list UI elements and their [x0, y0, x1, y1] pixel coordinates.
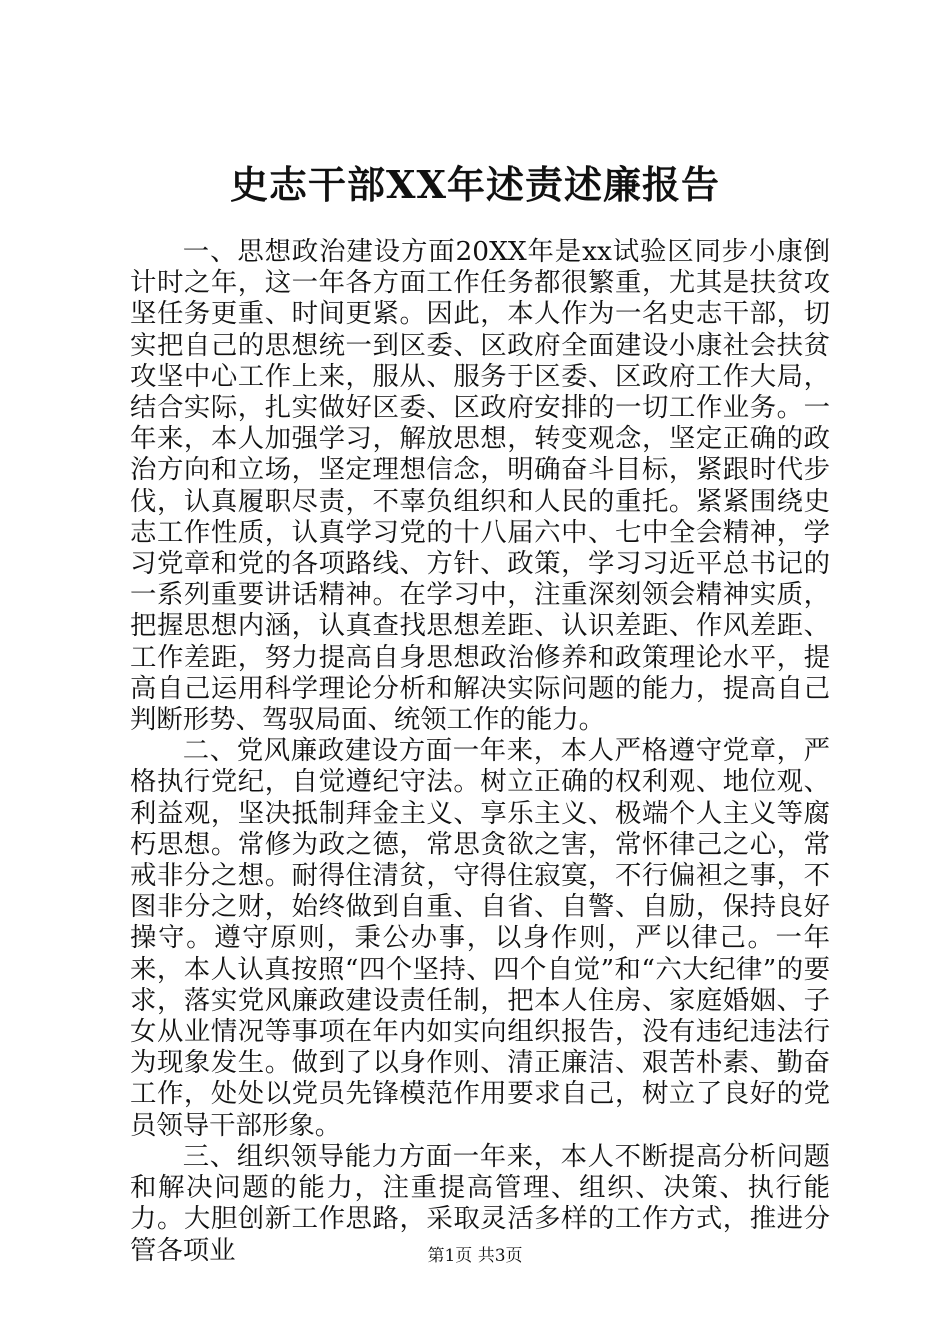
paragraph-integrity: 二、党风廉政建设方面一年来，本人严格遵守党章，严格执行党纪，自觉遵纪守法。树立正确的权利观、地位观、利益观，坚决抵制拜金主义、享乐主义、极端个人主义等腐朽思想。常修为政之德，常思贪欲之害，常怀律己之心，常戒非分之想。耐得住清贫，守得住寂寞，不行偏袒之事，不图非分之财，始终做到自重、自省、自警、自励，保持良好操守。遵守原则，秉公办事，以身作则，严以律己。一年来，本人认真按照“四个坚持、四个自觉”和“六大纪律”的要求，落实党风廉政建设责任制，把本人住房、家庭婚姻、子女从业情况等事项在年内如实向组织报告，没有违纪违法行为现象发生。做到了以身作则、清正廉洁、艰苦朴素、勤奋工作，处处以党员先锋模范作用要求自己，树立了良好的党员领导干部形象。 — [130, 735, 830, 1141]
page-footer: 第1页 共3页 — [427, 1246, 523, 1266]
paragraph-ideology: 一、思想政治建设方面20XX年是xx试验区同步小康倒计时之年，这一年各方面工作任务都很繁重，尤其是扶贫攻坚任务更重、时间更紧。因此，本人作为一名史志干部，切实把自己的思想统一到区委、区政府全面建设小康社会扶贫攻坚中心工作上来，服从、服务于区委、区政府工作大局，结合实际，扎实做好区委、区政府安排的一切工作业务。一年来，本人加强学习，解放思想，转变观念，坚定正确的政治方向和立场，坚定理想信念，明确奋斗目标，紧跟时代步伐，认真履职尽责，不辜负组织和人民的重托。紧紧围绕史志工作性质，认真学习党的十八届六中、七中全会精神，学习党章和党的各项路线、方针、政策，学习习近平总书记的一系列重要讲话精神。在学习中，注重深刻领会精神实质，把握思想内涵，认真查找思想差距、认识差距、作风差距、工作差距，努力提高自身思想政治修养和政策理论水平，提高自己运用科学理论分析和解决实际问题的能力，提高自己判断形势、驾驭局面、统领工作的能力。 — [130, 236, 830, 736]
paragraph-leadership: 三、组织领导能力方面一年来，本人不断提高分析问题和解决问题的能力，注重提高管理、组织、决策、执行能力。大胆创新工作思路，采取灵活多样的工作方式，推进分管各项业 — [130, 1140, 830, 1266]
document-title: 史志干部XX年述责述廉报告 — [230, 162, 720, 207]
document-body — [130, 236, 830, 1266]
